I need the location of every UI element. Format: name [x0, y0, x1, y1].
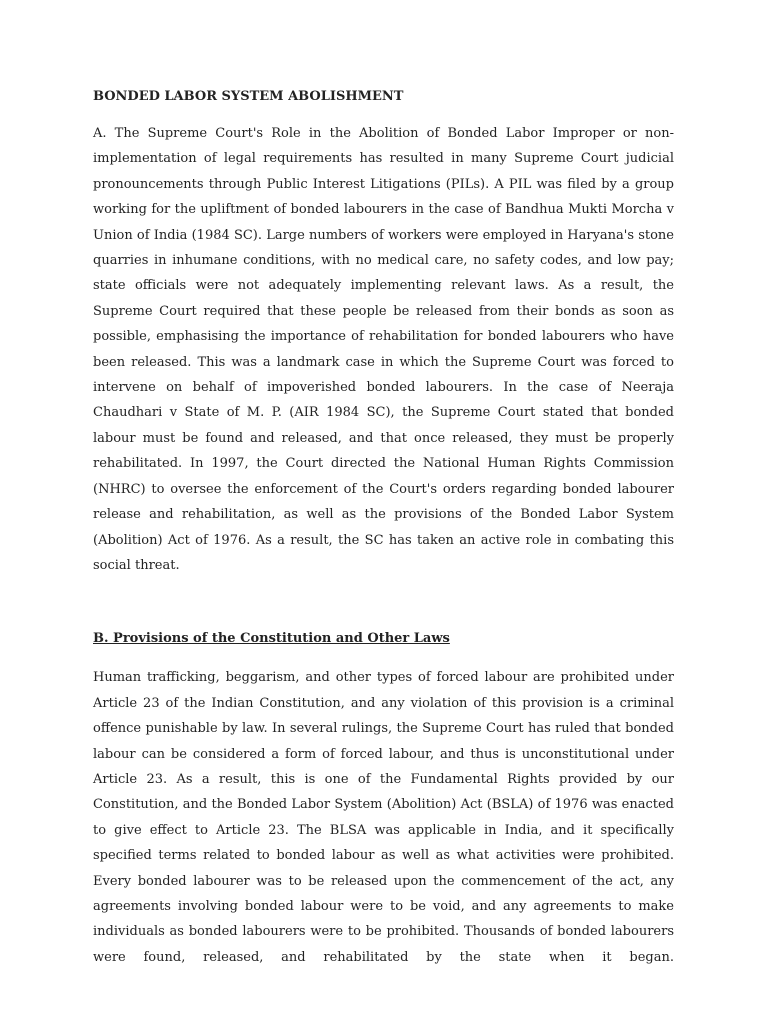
document-body: [93, 84, 674, 970]
section-b-heading: B. Provisions of the Constitution and Other Laws: [93, 631, 450, 647]
section-a-paragraph: A. The Supreme Court's Role in the Abolition of Bonded Labor Improper or non-implementation of legal requirements has resulted in many Supreme Court judicial pronouncements through Public Interest Litigations (PILs). A PIL was filed by a group working for the upliftment of bonded labourers in the case of Bandhua Mukti Morcha v Union of India (1984 SC). Large numbers of workers were employed in Haryana's stone quarries in inhumane conditions, with no medical care, no safety codes, and low pay; state officials were not adequately implementing relevant laws. As a result, the Supreme Court required that these people be released from their bonds as soon as possible, emphasising the importance of rehabilitation for bonded labourers who have been released. This was a landmark case in which the Supreme Court was forced to intervene on behalf of impoverished bonded labourers. In the case of Neeraja Chaudhari v State of M. P. (AIR 1984 SC), the Supreme Court stated that bonded labour must be found and released, and that once released, they must be properly rehabilitated. In 1997, the Court directed the National Human Rights Commission (NHRC) to oversee the enforcement of the Court's orders regarding bonded labourer release and rehabilitation, as well as the provisions of the Bonded Labor System (Abolition) Act of 1976. As a result, the SC has taken an active role in combating this social threat.: [93, 126, 674, 573]
section-b-paragraph: Human trafficking, beggarism, and other types of forced labour are prohibited under Article 23 of the Indian Constitution, and any violation of this provision is a criminal offence punishable by law. In several rulings, the Supreme Court has ruled that bonded labour can be considered a form of forced labour, and thus is unconstitutional under Article 23. As a result, this is one of the Fundamental Rights provided by our Constitution, and the Bonded Labor System (Abolition) Act (BSLA) of 1976 was enacted to give effect to Article 23. The BLSA was applicable in India, and it specifically specified terms related to bonded labour as well as what activities were prohibited. Every bonded labourer was to be released upon the commencement of the act, any agreements involving bonded labour were to be void, and any agreements to make individuals as bonded labourers were to be prohibited. Thousands of bonded labourers were found, released, and rehabilitated by the state when it began.: [93, 670, 674, 965]
document-title: BONDED LABOR SYSTEM ABOLISHMENT: [93, 89, 404, 104]
